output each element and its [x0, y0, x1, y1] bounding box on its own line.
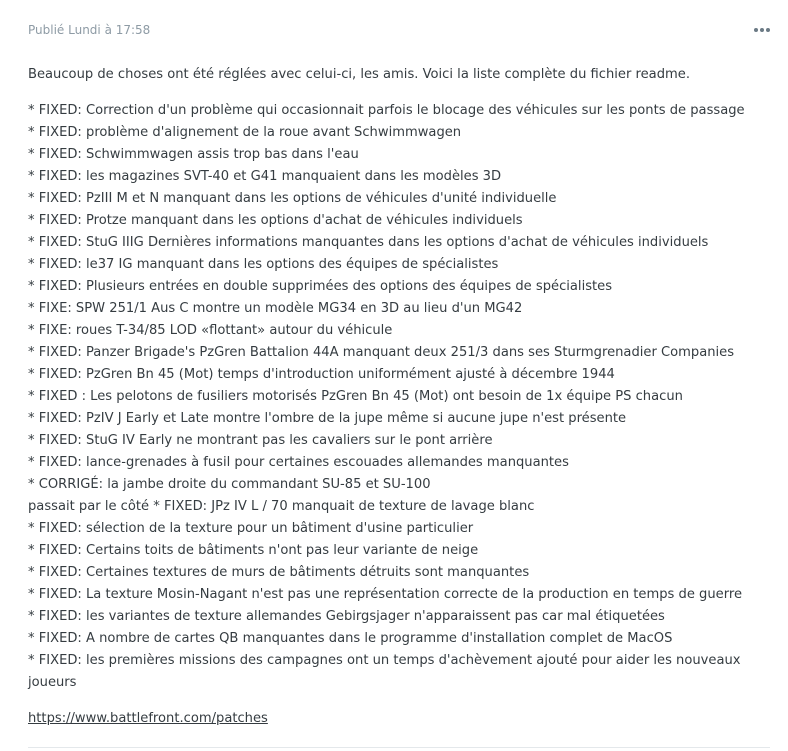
- link-row: [28, 708, 778, 730]
- readme-line: * FIXED: PzIII M et N manquant dans les options de véhicules d'unité individuelle: [28, 191, 557, 206]
- readme-line: * CORRIGÉ: la jambe droite du commandant SU-85 et SU-100: [28, 477, 431, 492]
- readme-line: * FIXED: Schwimmwagen assis trop bas dans l'eau: [28, 147, 359, 162]
- readme-line: * FIXED: PzGren Bn 45 (Mot) temps d'introduction uniformément ajusté à décembre 1944: [28, 367, 615, 382]
- readme-line: * FIXED: A nombre de cartes QB manquantes dans le programme d'installation complet de MacOS: [28, 631, 673, 646]
- readme-line: * FIXED: lance-grenades à fusil pour certaines escouades allemandes manquantes: [28, 455, 569, 470]
- more-horizontal-icon[interactable]: [754, 26, 770, 34]
- post-divider: [28, 747, 770, 748]
- readme-line: * FIXED: StuG IIIG Dernières informations manquantes dans les options d'achat de véhicules individuels: [28, 235, 709, 250]
- readme-line: * FIXED: Correction d'un problème qui occasionnait parfois le blocage des véhicules sur les ponts de passage: [28, 103, 745, 118]
- readme-line: * FIXED: Certaines textures de murs de bâtiments détruits sont manquantes: [28, 565, 530, 580]
- readme-line: * FIXED: StuG IV Early ne montrant pas les cavaliers sur le pont arrière: [28, 433, 493, 448]
- readme-line: * FIXED: les magazines SVT-40 et G41 manquaient dans les modèles 3D: [28, 169, 502, 184]
- readme-line: * FIXED: les variantes de texture allemandes Gebirgsjager n'apparaissent pas car mal étiquetées: [28, 609, 665, 624]
- readme-line: passait par le côté * FIXED: JPz IV L / 70 manquait de texture de lavage blanc: [28, 499, 535, 514]
- readme-line: * FIXED: Panzer Brigade's PzGren Battalion 44A manquant deux 251/3 dans ses Sturmgrenadier Companies: [28, 345, 735, 360]
- readme-line: * FIXED: les premières missions des campagnes ont un temps d'achèvement ajouté pour aider les nouveaux joueurs: [28, 653, 741, 690]
- readme-list: [28, 100, 778, 694]
- readme-line: * FIXE: roues T-34/85 LOD «flottant» autour du véhicule: [28, 323, 393, 338]
- readme-line: * FIXED: Plusieurs entrées en double supprimées des options des équipes de spécialistes: [28, 279, 613, 294]
- post-body: [28, 64, 778, 730]
- readme-line: * FIXED: le37 IG manquant dans les options des équipes de spécialistes: [28, 257, 499, 272]
- patches-link[interactable]: https://www.battlefront.com/patches: [28, 711, 268, 726]
- post-intro: Beaucoup de choses ont été réglées avec celui-ci, les amis. Voici la liste complète du fichier readme.: [28, 67, 690, 82]
- readme-line: * FIXED: PzIV J Early et Late montre l'ombre de la jupe même si aucune jupe n'est présente: [28, 411, 627, 426]
- readme-line: * FIXED: problème d'alignement de la roue avant Schwimmwagen: [28, 125, 462, 140]
- post-timestamp: Publié Lundi à 17:58: [28, 23, 151, 37]
- readme-line: * FIXED: La texture Mosin-Nagant n'est pas une représentation correcte de la production en temps de guerre: [28, 587, 743, 602]
- readme-line: * FIXE: SPW 251/1 Aus C montre un modèle MG34 en 3D au lieu d'un MG42: [28, 301, 523, 316]
- readme-line: * FIXED: sélection de la texture pour un bâtiment d'usine particulier: [28, 521, 474, 536]
- readme-line: * FIXED: Certains toits de bâtiments n'ont pas leur variante de neige: [28, 543, 479, 558]
- readme-line: * FIXED: Protze manquant dans les options d'achat de véhicules individuels: [28, 213, 523, 228]
- post-header: [28, 21, 770, 39]
- readme-line: * FIXED : Les pelotons de fusiliers motorisés PzGren Bn 45 (Mot) ont besoin de 1x équipe PS chacun: [28, 389, 683, 404]
